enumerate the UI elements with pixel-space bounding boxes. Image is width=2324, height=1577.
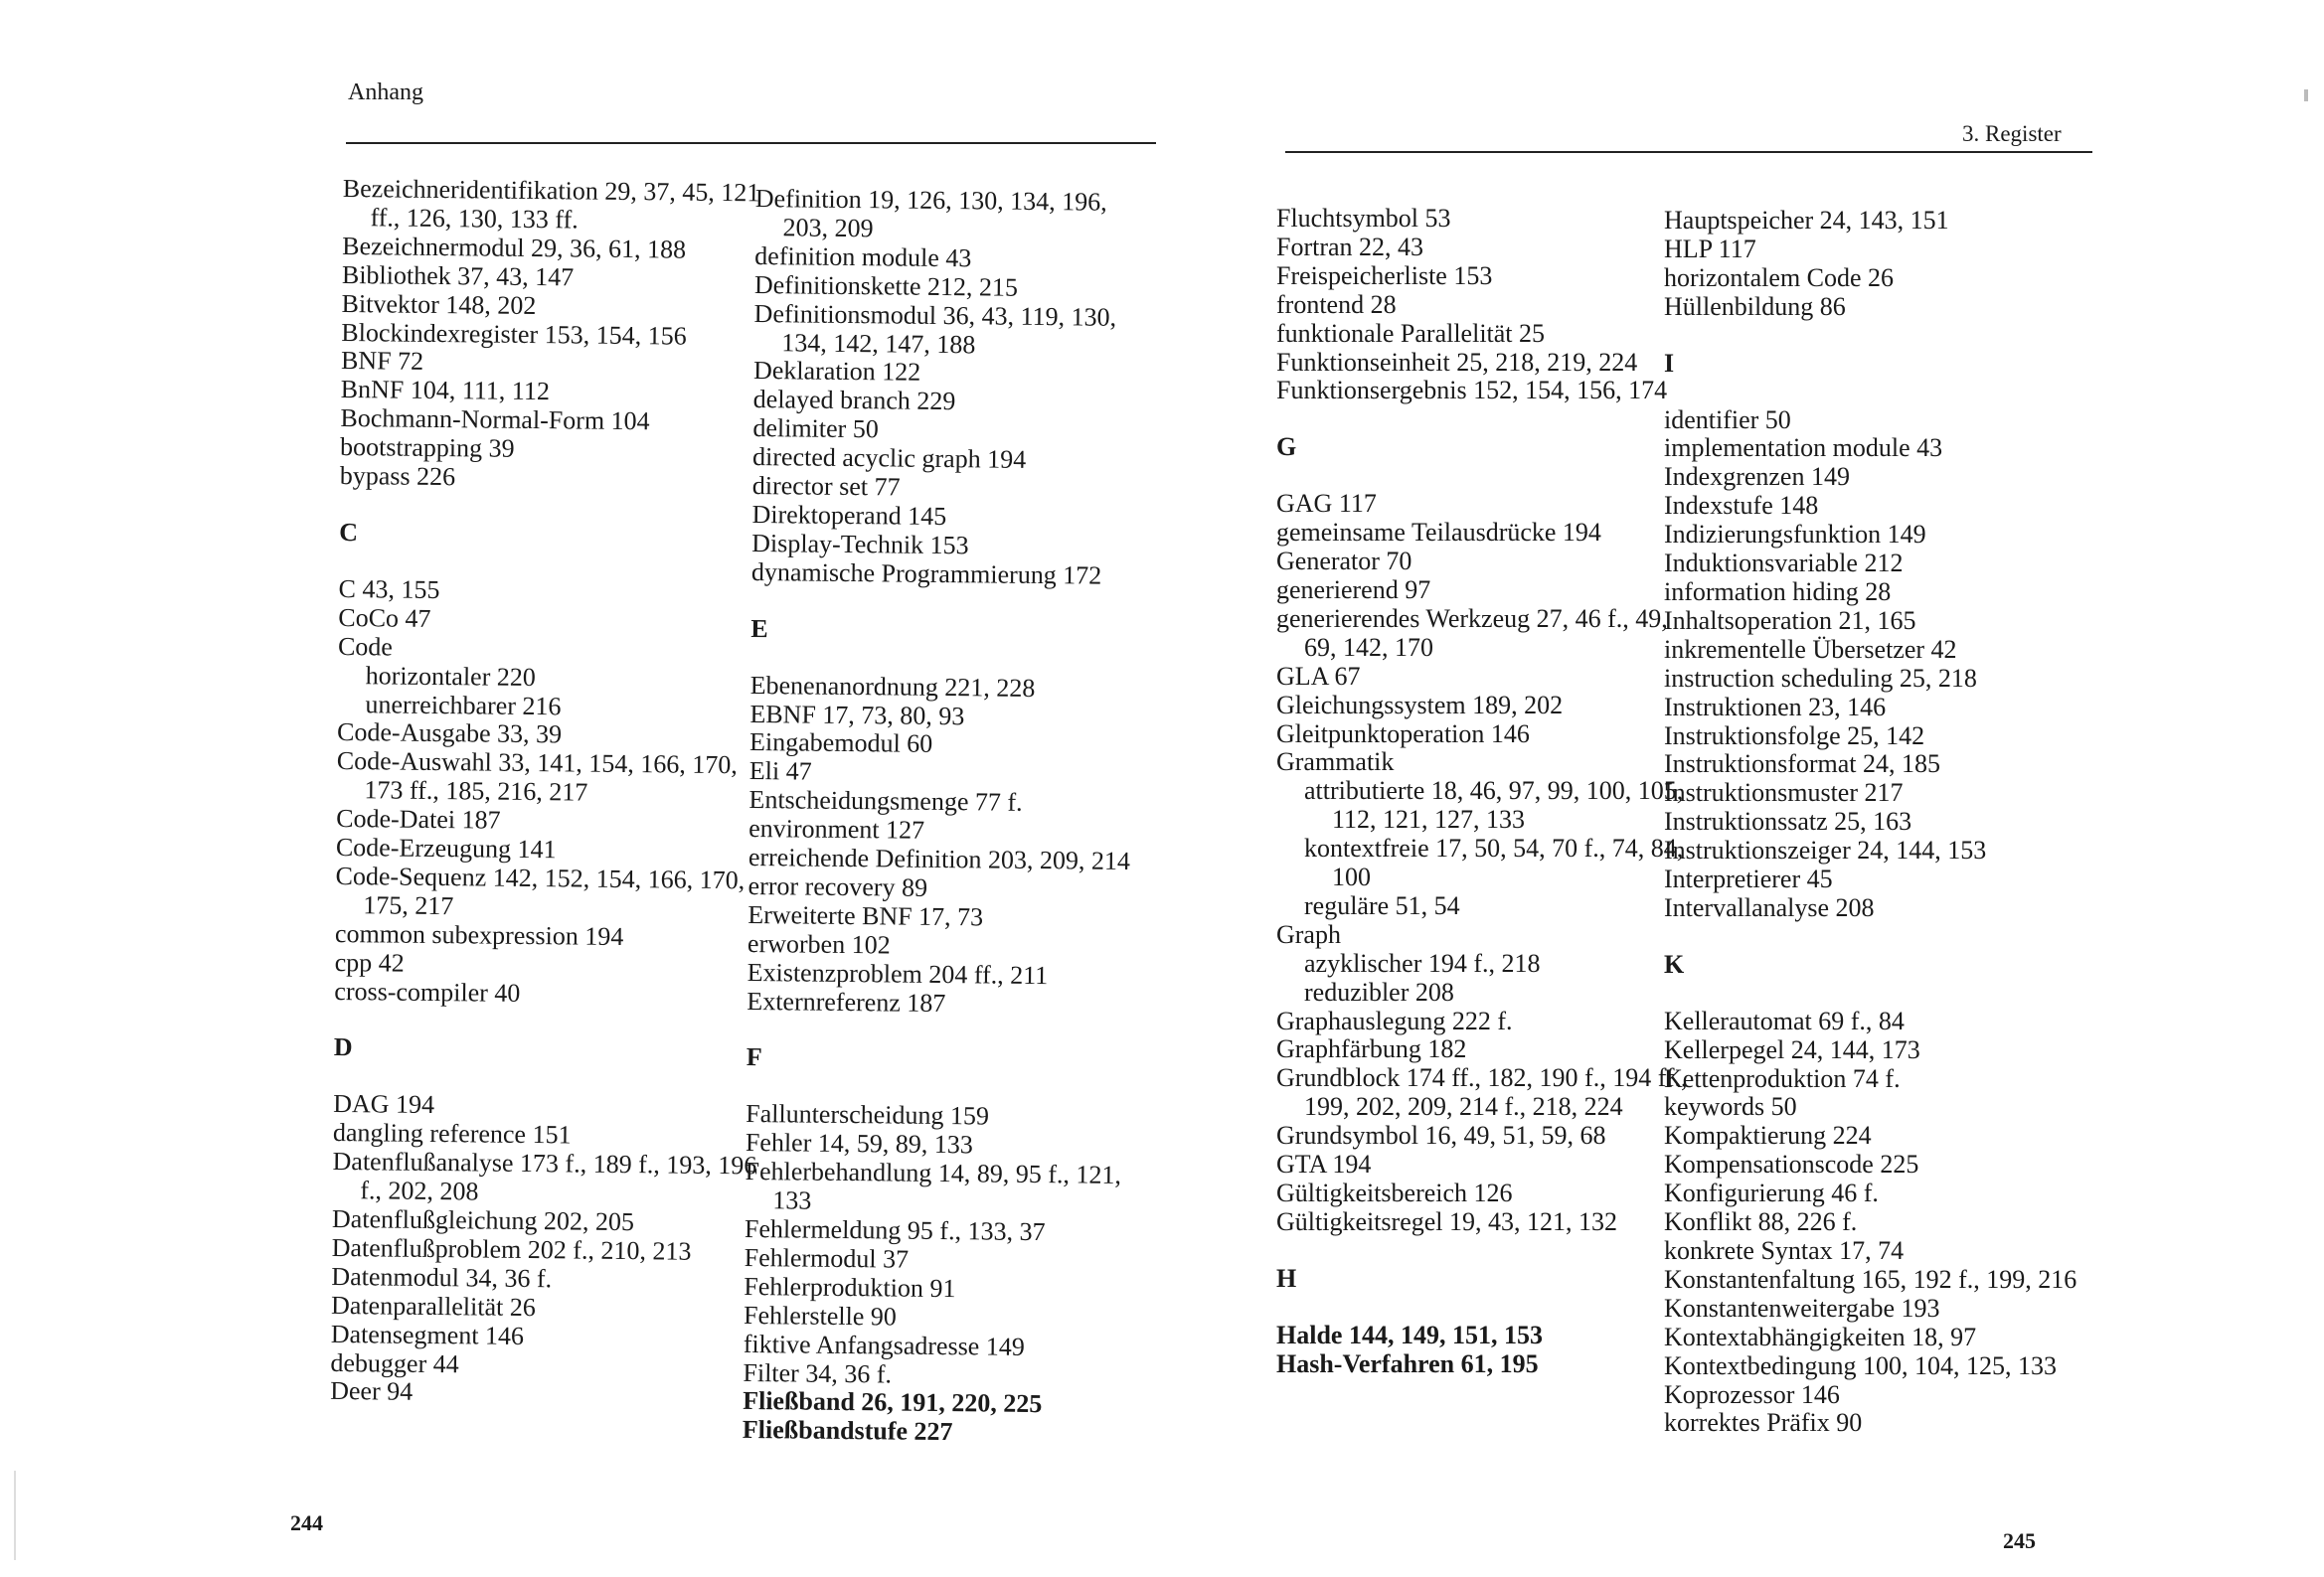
index-entry <box>1276 1322 1694 1350</box>
index-entry <box>753 300 1152 362</box>
index-entry-text: Code <box>337 631 394 662</box>
index-entry-text: horizontaler 220 <box>365 660 536 692</box>
index-entry-text: dynamische Programmierung 172 <box>750 556 1102 590</box>
index-entry-text: director set 77 <box>751 471 901 502</box>
index-entry <box>1276 1064 1694 1122</box>
index-entry <box>1276 490 1694 519</box>
index-entry <box>1664 665 2081 694</box>
index-entry-text: Code-Erzeugung 141 <box>335 832 557 865</box>
index-entry-text: Koprozessor 146 <box>1664 1379 1840 1409</box>
page-number-left: 244 <box>290 1510 323 1535</box>
index-entry-text: identifier 50 <box>1664 404 1791 434</box>
index-entry-text: Halde 144, 149, 151, 153 <box>1276 1320 1543 1349</box>
index-subentry <box>1276 777 1694 835</box>
index-entry-text: fiktive Anfangsadresse 149 <box>743 1329 1025 1361</box>
index-entry-text: HLP 117 <box>1664 234 1756 263</box>
index-entry <box>1276 576 1694 605</box>
index-entry <box>1664 1409 2081 1438</box>
index-entry-text: Code-Datei 187 <box>336 804 501 835</box>
index-entry-text: Blockindexregister 153, 154, 156 <box>341 317 687 351</box>
index-entry <box>1664 1151 2081 1180</box>
index-entry-text: kontextfreie 17, 50, 54, 70 f., 74, 84, 100 <box>1304 834 1684 892</box>
index-entry-text: cpp 42 <box>334 947 405 978</box>
index-entry-text: unerreichbarer 216 <box>365 689 562 720</box>
index-entry-text: implementation module 43 <box>1664 433 1943 463</box>
index-entry <box>1664 293 2081 322</box>
index-entry-text: GLA 67 <box>1276 661 1361 691</box>
index-entry-text: Konfigurierung 46 f. <box>1664 1179 1879 1208</box>
index-entry <box>1276 1035 1694 1064</box>
scan-artifact <box>2304 89 2308 101</box>
index-entry <box>1276 548 1694 576</box>
index-entry <box>1276 377 1694 405</box>
index-entry <box>1664 406 2081 435</box>
index-entry-text: Datenflußgleichung 202, 205 <box>331 1203 635 1237</box>
index-entry-text: generierend 97 <box>1276 574 1431 604</box>
index-entry-text: Datenflußanalyse 173 f., 189 f., 193, 196 f., 202, 208 <box>332 1147 757 1206</box>
index-entry-text: Inhaltsoperation 21, 165 <box>1664 605 1916 635</box>
index-entry <box>336 747 764 809</box>
index-entry-text: Gültigkeitsregel 19, 43, 121, 132 <box>1276 1206 1618 1236</box>
index-entry-text: Fehlerbehandlung 14, 89, 95 f., 121, 133 <box>745 1157 1122 1215</box>
index-entry-text: BnNF 104, 111, 112 <box>340 375 551 406</box>
index-entry-text: Funktionseinheit 25, 218, 219, 224 <box>1276 347 1638 377</box>
index-entry-text: azyklischer 194 f., 218 <box>1304 948 1541 978</box>
index-entry-text: Fließbandstufe 227 <box>742 1415 953 1447</box>
index-entry-text: Bibliothek 37, 43, 147 <box>341 259 575 292</box>
index-section-letter: C <box>339 517 359 548</box>
index-entry <box>1276 720 1694 749</box>
index-entry <box>330 1377 757 1410</box>
index-entry-text: Graphauslegung 222 f. <box>1276 1006 1513 1035</box>
index-entry-text: Kellerpegel 24, 144, 173 <box>1664 1034 1920 1064</box>
index-entry-text: Filter 34, 36 f. <box>743 1357 893 1389</box>
index-entry <box>751 558 1149 591</box>
index-entry <box>1276 1208 1694 1237</box>
index-entry <box>1276 262 1694 291</box>
index-subentry <box>1276 835 1694 892</box>
index-entry-text: Gleichungssystem 189, 202 <box>1276 690 1564 719</box>
index-entry <box>747 988 1144 1021</box>
index-entry <box>1276 748 1694 777</box>
index-entry <box>1276 1008 1694 1036</box>
index-entry-text: GTA 194 <box>1276 1150 1372 1180</box>
index-entry-text: Indizierungsfunktion 149 <box>1664 520 1926 550</box>
running-head-left: Anhang <box>348 79 423 105</box>
index-entry-text: directed acyclic graph 194 <box>751 442 1027 475</box>
index-entry-text: Konstantenweitergabe 193 <box>1664 1293 1940 1323</box>
index-entry <box>1276 921 1694 950</box>
index-entry <box>1664 550 2081 578</box>
index-entry-text: Konflikt 88, 226 f. <box>1664 1207 1858 1237</box>
index-entry <box>1664 722 2081 751</box>
index-entry-text: Kettenproduktion 74 f. <box>1664 1063 1901 1093</box>
page-number-right: 245 <box>2003 1528 2036 1553</box>
index-entry-text: delayed branch 229 <box>752 385 956 416</box>
index-entry-text: Kellerautomat 69 f., 84 <box>1664 1006 1905 1035</box>
index-entry <box>754 185 1153 246</box>
index-entry-text: BNF 72 <box>340 346 424 377</box>
index-entry-text: Kontextbedingung 100, 104, 125, 133 <box>1664 1350 2058 1380</box>
index-entry-text: Hash-Verfahren 61, 195 <box>1276 1348 1539 1378</box>
index-entry-text: debugger 44 <box>330 1347 459 1378</box>
index-entry-text: Datenmodul 34, 36 f. <box>331 1261 553 1294</box>
index-entry-text: Definitionskette 212, 215 <box>753 269 1019 302</box>
index-entry-text: Graph <box>1276 919 1341 949</box>
index-entry-text: Erweiterte BNF 17, 73 <box>747 899 984 932</box>
index-section-letter: D <box>333 1032 353 1062</box>
index-entry-text: information hiding 28 <box>1664 576 1892 606</box>
index-column-1 <box>330 175 770 1411</box>
index-entry <box>335 863 763 924</box>
index-entry-text: Fehlermeldung 95 f., 133, 37 <box>744 1213 1046 1247</box>
index-entry-text: Fließband 26, 191, 220, 225 <box>743 1386 1043 1419</box>
index-entry-text: Funktionsergebnis 152, 154, 156, 174 <box>1276 376 1668 405</box>
index-entry-text: EBNF 17, 73, 80, 93 <box>749 699 965 730</box>
index-entry-text: Kompensationscode 225 <box>1664 1150 1919 1180</box>
index-entry-text: Code-Sequenz 142, 152, 154, 166, 170, 175, 217 <box>335 861 746 921</box>
index-entry-text: Eingabemodul 60 <box>748 727 933 759</box>
index-entry <box>340 462 767 495</box>
index-entry-text: cross-compiler 40 <box>334 976 521 1008</box>
index-entry-text: bypass 226 <box>339 461 456 492</box>
index-entry-text: Grammatik <box>1276 747 1395 777</box>
index-entry-text: Instruktionsfolge 25, 142 <box>1664 720 1925 750</box>
index-entry-text: reduzibler 208 <box>1304 977 1454 1007</box>
index-entry-text: dangling reference 151 <box>332 1118 572 1150</box>
index-entry <box>332 1148 760 1209</box>
index-entry-text: Indexstufe 148 <box>1664 491 1819 521</box>
index-entry <box>1664 1295 2081 1324</box>
right-page <box>1162 0 2324 1577</box>
index-entry <box>1664 1208 2081 1237</box>
index-section-letter: H <box>1276 1263 1297 1293</box>
index-column-4 <box>1664 207 2081 1438</box>
index-entry <box>1276 1151 1694 1180</box>
index-section-letter: I <box>1664 348 1675 378</box>
index-entry-text: Ebenenanordnung 221, 228 <box>749 670 1036 703</box>
index-entry-text: error recovery 89 <box>747 870 928 902</box>
index-entry-text: Existenzproblem 204 ff., 211 <box>747 957 1049 990</box>
index-entry-text: frontend 28 <box>1276 289 1397 319</box>
index-entry <box>1276 349 1694 378</box>
index-entry <box>745 1158 1143 1219</box>
index-entry-text: Generator 70 <box>1276 547 1412 576</box>
index-entry-text: environment 127 <box>748 814 925 845</box>
index-entry <box>1664 1381 2081 1410</box>
index-entry-text: Externreferenz 187 <box>747 986 946 1018</box>
index-entry <box>1664 1324 2081 1352</box>
index-entry-text: delimiter 50 <box>752 413 879 444</box>
index-entry <box>1664 1180 2081 1208</box>
index-entry-text: Intervallanalyse 208 <box>1664 892 1875 922</box>
index-entry-text: bootstrapping 39 <box>339 432 515 463</box>
index-entry <box>1664 894 2081 923</box>
index-entry <box>338 604 765 637</box>
index-entry-text: Bezeichnermodul 29, 36, 61, 188 <box>342 231 687 264</box>
index-entry <box>1276 320 1694 349</box>
running-head-right: 3. Register <box>1962 121 2062 146</box>
index-entry <box>342 175 770 237</box>
index-subentry <box>1276 950 1694 979</box>
index-entry-text: keywords 50 <box>1664 1092 1797 1122</box>
index-entry-text: inkrementelle Übersetzer 42 <box>1664 634 1957 664</box>
index-entry <box>1276 692 1694 720</box>
index-entry-text: Grundsymbol 16, 49, 51, 59, 68 <box>1276 1121 1606 1151</box>
index-entry-text: Kompaktierung 224 <box>1664 1121 1872 1151</box>
index-entry-text: Instruktionsformat 24, 185 <box>1664 749 1941 779</box>
index-entry <box>1664 463 2081 492</box>
index-entry-text: Instruktionen 23, 146 <box>1664 692 1887 721</box>
index-entry-text: Code-Ausgabe 33, 39 <box>336 717 563 749</box>
index-entry-text: Hauptspeicher 24, 143, 151 <box>1664 206 1949 235</box>
index-entry <box>1664 578 2081 607</box>
index-entry-text: Deklaration 122 <box>752 356 921 388</box>
index-section-letter: K <box>1664 949 1685 979</box>
index-entry-text: Fluchtsymbol 53 <box>1276 204 1451 233</box>
index-entry-text: reguläre 51, 54 <box>1304 890 1460 920</box>
index-entry-text: horizontalem Code 26 <box>1664 262 1895 292</box>
index-entry-text: Graphfärbung 182 <box>1276 1034 1467 1064</box>
index-entry-text: Induktionsvariable 212 <box>1664 549 1904 578</box>
index-entry-text: Definition 19, 126, 130, 134, 196, 203, 209 <box>754 184 1107 243</box>
index-entry-text: GAG 117 <box>1276 489 1377 519</box>
index-entry-text: Instruktionszeiger 24, 144, 153 <box>1664 836 1987 866</box>
index-entry-text: Fortran 22, 43 <box>1276 232 1424 261</box>
index-entry <box>1664 837 2081 866</box>
index-entry <box>1664 750 2081 779</box>
index-entry <box>334 978 761 1011</box>
index-entry <box>1276 1180 1694 1208</box>
index-entry <box>1664 1266 2081 1295</box>
index-entry-text: Bochmann-Normal-Form 104 <box>340 403 650 436</box>
index-column-3 <box>1276 205 1694 1379</box>
scan-artifact <box>14 1471 16 1560</box>
index-entry-text: Indexgrenzen 149 <box>1664 462 1850 492</box>
index-entry-text: Fehlermodul 37 <box>744 1242 910 1274</box>
index-entry <box>1664 636 2081 665</box>
index-entry-text: Konstantenfaltung 165, 192 f., 199, 216 <box>1664 1264 2077 1294</box>
index-entry-text: generierendes Werkzeug 27, 46 f., 49, 69, 142, 170 <box>1276 603 1668 662</box>
index-subentry <box>1276 979 1694 1008</box>
index-entry-text: Fehlerstelle 90 <box>743 1300 898 1332</box>
index-entry <box>1664 1036 2081 1065</box>
index-entry <box>1664 1093 2081 1122</box>
index-entry <box>1664 492 2081 521</box>
index-entry-text: Definitionsmodul 36, 43, 119, 130, 134, 142, 147, 188 <box>753 298 1117 359</box>
index-entry <box>1664 607 2081 636</box>
index-entry-text: Display-Technik 153 <box>751 528 969 560</box>
index-entry <box>1664 1008 2081 1036</box>
index-entry-text: Instruktionssatz 25, 163 <box>1664 807 1912 837</box>
index-entry-text: CoCo 47 <box>338 602 431 633</box>
index-entry-text: funktionale Parallelität 25 <box>1276 318 1546 348</box>
index-entry <box>1276 1122 1694 1151</box>
index-entry <box>1664 779 2081 808</box>
index-entry-text: erworben 102 <box>747 928 891 960</box>
index-entry-text: Gleitpunktoperation 146 <box>1276 718 1530 748</box>
index-entry <box>1664 434 2081 463</box>
index-entry <box>1276 205 1694 234</box>
index-entry-text: Fehlerproduktion 91 <box>744 1271 956 1303</box>
index-entry-text: Datenparallelität 26 <box>330 1290 536 1322</box>
index-entry-text: Interpretierer 45 <box>1664 865 1833 894</box>
index-entry-text: Fehler 14, 59, 89, 133 <box>745 1128 973 1160</box>
index-entry-text: Gültigkeitsbereich 126 <box>1276 1179 1513 1207</box>
index-entry-text: korrektes Präfix 90 <box>1664 1408 1863 1438</box>
index-entry-text: Bezeichneridentifikation 29, 37, 45, 121 ff., 126, 130, 133 ff. <box>342 174 760 235</box>
index-entry <box>1664 808 2081 837</box>
header-rule-right <box>1285 151 2092 153</box>
index-entry-text: C 43, 155 <box>338 573 440 604</box>
index-entry <box>1276 291 1694 320</box>
index-entry-text: Eli 47 <box>748 756 812 786</box>
index-entry-text: Fallunterscheidung 159 <box>746 1099 990 1131</box>
index-entry <box>1276 519 1694 548</box>
index-entry <box>1664 694 2081 722</box>
index-entry <box>1664 264 2081 293</box>
index-section-letter: E <box>750 613 768 643</box>
index-entry <box>1664 1065 2081 1094</box>
index-entry <box>1664 236 2081 264</box>
index-section-letter: G <box>1276 432 1297 462</box>
index-entry <box>1276 663 1694 692</box>
index-entry-text: gemeinsame Teilausdrücke 194 <box>1276 518 1601 548</box>
index-entry <box>1664 1122 2081 1151</box>
index-entry-text: Freispeicherliste 153 <box>1276 260 1493 290</box>
index-entry <box>1664 1352 2081 1381</box>
index-entry <box>1664 866 2081 894</box>
index-section-letter: F <box>746 1042 762 1072</box>
index-entry-text: Bitvektor 148, 202 <box>341 288 537 320</box>
index-entry-text: attributierte 18, 46, 97, 99, 100, 105, 112, 121, 127, 133 <box>1304 776 1684 835</box>
index-entry <box>1664 207 2081 236</box>
index-entry-text: Hüllenbildung 86 <box>1664 291 1846 321</box>
index-entry <box>743 1416 1140 1449</box>
index-entry <box>1276 605 1694 663</box>
index-entry-text: konkrete Syntax 17, 74 <box>1664 1236 1905 1265</box>
index-entry-text: Kontextabhängigkeiten 18, 97 <box>1664 1322 1977 1351</box>
index-entry-text: definition module 43 <box>754 240 972 273</box>
index-entry-text: Code-Auswahl 33, 141, 154, 166, 170, 173 ff., 185, 216, 217 <box>336 746 738 807</box>
index-entry <box>1276 234 1694 262</box>
index-entry-text: erreichende Definition 203, 209, 214 <box>747 842 1131 876</box>
index-entry-text: DAG 194 <box>333 1089 435 1120</box>
index-subentry <box>1276 892 1694 921</box>
index-entry-text: Datenflußproblem 202 f., 210, 213 <box>331 1232 692 1266</box>
header-rule-left <box>346 142 1156 144</box>
index-entry <box>1276 1350 1694 1379</box>
index-entry-text: Entscheidungsmenge 77 f. <box>748 785 1023 818</box>
index-entry-text: common subexpression 194 <box>334 918 624 951</box>
index-entry-text: Deer 94 <box>330 1376 414 1407</box>
index-entry-text: instruction scheduling 25, 218 <box>1664 663 1977 693</box>
index-column-2 <box>743 185 1153 1449</box>
index-entry-text: Datensegment 146 <box>330 1319 525 1350</box>
index-entry-text: Direktoperand 145 <box>751 499 947 531</box>
index-entry-text: Instruktionsmuster 217 <box>1664 778 1904 808</box>
index-entry <box>1664 521 2081 550</box>
index-entry-text: Grundblock 174 ff., 182, 190 f., 194 ff., 199, 202, 209, 214 f., 218, 224 <box>1276 1063 1688 1122</box>
index-entry <box>1664 1237 2081 1266</box>
